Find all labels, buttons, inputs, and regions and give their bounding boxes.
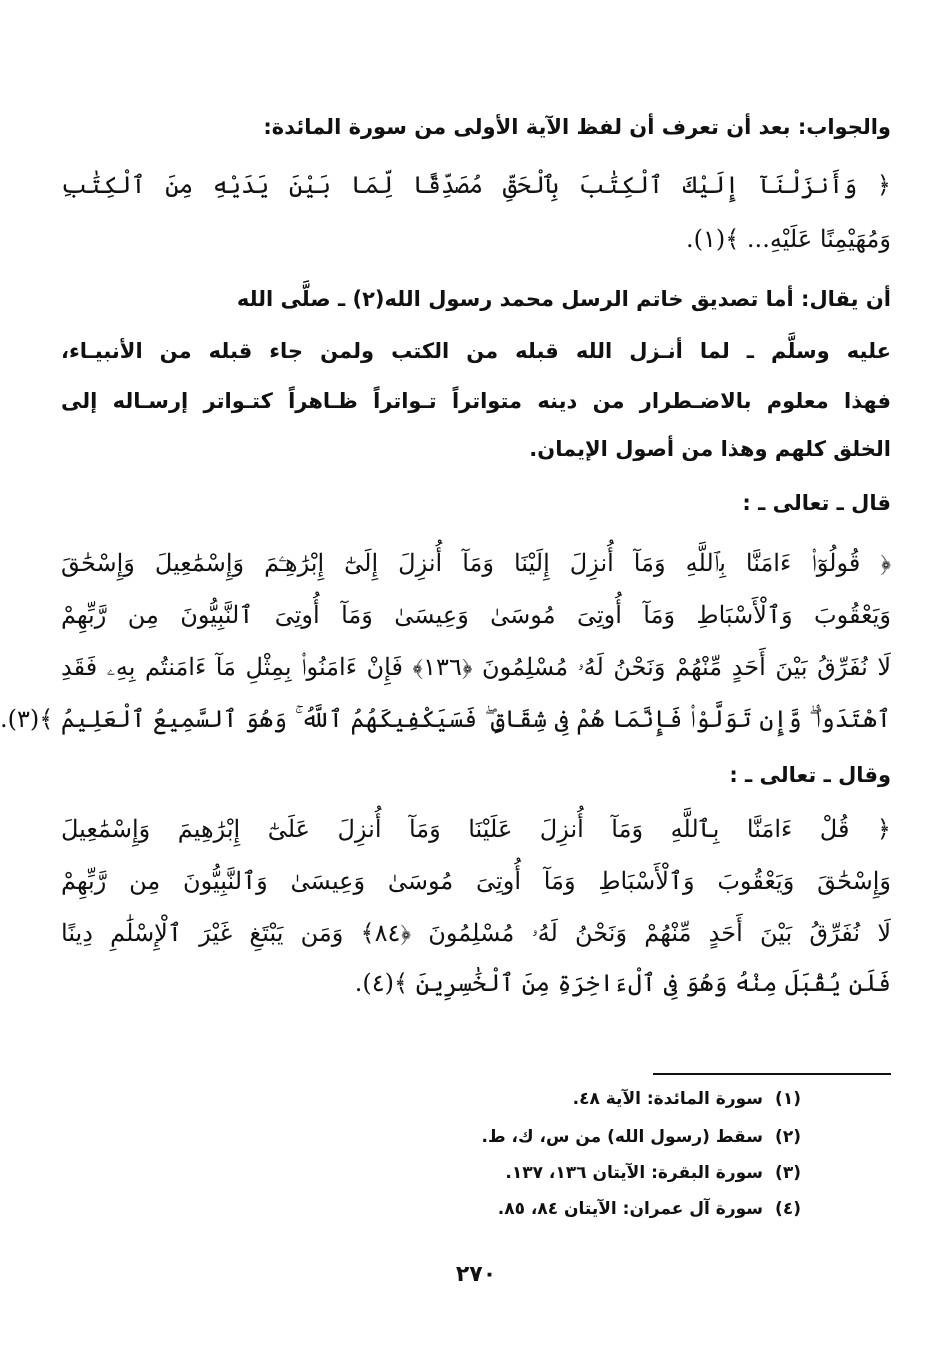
verse-imran-line-4: فَلَن يُقْبَلَ مِنْهُ وَهُوَ فِى ٱلْءَاخِرَةِ مِنَ ٱلْخَٰسِرِينَ ﴾(٤). [354, 969, 891, 997]
footnote-1 [401, 1086, 801, 1112]
footnote-text: سورة آل عمران: الآيتان ٨٤، ٨٥. [497, 1199, 763, 1219]
qala-taala-heading-2: وقال ـ تعالى ـ : [729, 763, 891, 787]
footnote-3 [401, 1160, 801, 1186]
footnote-2 [401, 1124, 801, 1150]
answer-intro-line: والجواب: بعد أن تعرف أن لفظ الآية الأولى من سورة المائدة: [263, 115, 891, 139]
verse-baqarah-line-2: وَيَعْقُوبَ وَٱلْأَسْبَاطِ وَمَآ أُوتِىَ مُوسَىٰ وَعِيسَىٰ وَمَآ أُوتِىَ ٱلنَّبِيُّونَ مِن رَّبِّهِمْ [61, 601, 891, 629]
footnote-number: (٢) [775, 1127, 801, 1147]
verse-imran-line-2: وَإِسْحَٰقَ وَيَعْقُوبَ وَٱلْأَسْبَاطِ وَمَآ أُوتِىَ مُوسَىٰ وَعِيسَىٰ وَٱلنَّبِيُّونَ مِن رَّبِّهِمْ [61, 867, 891, 895]
footnote-number: (١) [775, 1089, 801, 1109]
footnote-text: سقط (رسول الله) من س، ك، ط. [481, 1127, 763, 1147]
paragraph-line-1: أن يقال: أما تصديق خاتم الرسل محمد رسول الله(٢) ـ صلَّى الله [236, 287, 891, 311]
footnote-number: (٤) [775, 1199, 801, 1219]
footnote-number: (٣) [775, 1163, 801, 1183]
verse-maidah-line-1: ﴿ وَأَنزَلْنَآ إِلَيْكَ ٱلْكِتَٰبَ بِٱلْحَقِّ مُصَدِّقًا لِّمَا بَيْنَ يَدَيْهِ مِنَ ٱلْكِتَٰبِ [61, 171, 891, 199]
verse-maidah-line-2: وَمُهَيْمِنًا عَلَيْهِ... ﴾(١). [685, 225, 891, 253]
footnote-text: سورة البقرة: الآيتان ١٣٦، ١٣٧. [505, 1163, 763, 1183]
verse-baqarah-line-4: ٱهْتَدَوا۟ ۖ وَّإِن تَوَلَّوْا۟ فَإِنَّمَا هُمْ فِى شِقَاقٍ ۖ فَسَيَكْفِيكَهُمُ ٱللَّهُ ۚ وَهُوَ ٱلسَّمِيعُ ٱلْعَلِيمُ ﴾(٣). [0, 705, 891, 733]
paragraph-line-3: فهذا معلوم بالاضـطرار من دينه متواتراً تـواتراً ظـاهراً كتـواتر إرسـاله إلى [61, 389, 891, 413]
footnote-4 [401, 1196, 801, 1222]
verse-imran-line-3: لَا نُفَرِّقُ بَيْنَ أَحَدٍ مِّنْهُمْ وَنَحْنُ لَهُۥ مُسْلِمُونَ ﴿٨٤﴾ وَمَن يَبْتَغِ غَيْرَ ٱلْإِسْلَٰمِ دِينًا [61, 919, 892, 947]
verse-imran-line-1: ﴿ قُلْ ءَامَنَّا بِٱللَّهِ وَمَآ أُنزِلَ عَلَيْنَا وَمَآ أُنزِلَ عَلَىٰٓ إِبْرَٰهِيمَ وَإِسْمَٰعِيلَ [61, 815, 891, 843]
footnote-text: سورة المائدة: الآية ٤٨. [572, 1089, 763, 1109]
qala-taala-heading-1: قال ـ تعالى ـ : [742, 491, 891, 515]
verse-baqarah-line-1: ﴿ قُولُوٓا۟ ءَامَنَّا بِٱللَّهِ وَمَآ أُنزِلَ إِلَيْنَا وَمَآ أُنزِلَ إِلَىٰٓ إِبْرَٰهِـۧمَ وَإِسْمَٰعِيلَ وَإِسْحَٰقَ [61, 549, 891, 577]
paragraph-line-2: عليه وسلَّم ـ لما أنـزل الله قبله من الكتب ولمن جاء قبله من الأنبيـاء، [61, 339, 891, 363]
page-number: ٢٧٠ [455, 1262, 497, 1287]
paragraph-line-4: الخلق كلهم وهذا من أصول الإيمان. [529, 437, 891, 461]
verse-baqarah-line-3: لَا نُفَرِّقُ بَيْنَ أَحَدٍ مِّنْهُمْ وَنَحْنُ لَهُۥ مُسْلِمُونَ ﴿١٣٦﴾ فَإِنْ ءَامَنُوا۟ بِمِثْلِ مَآ ءَامَنتُم بِهِۦ فَقَدِ [61, 653, 892, 681]
footnote-separator [653, 1073, 891, 1075]
